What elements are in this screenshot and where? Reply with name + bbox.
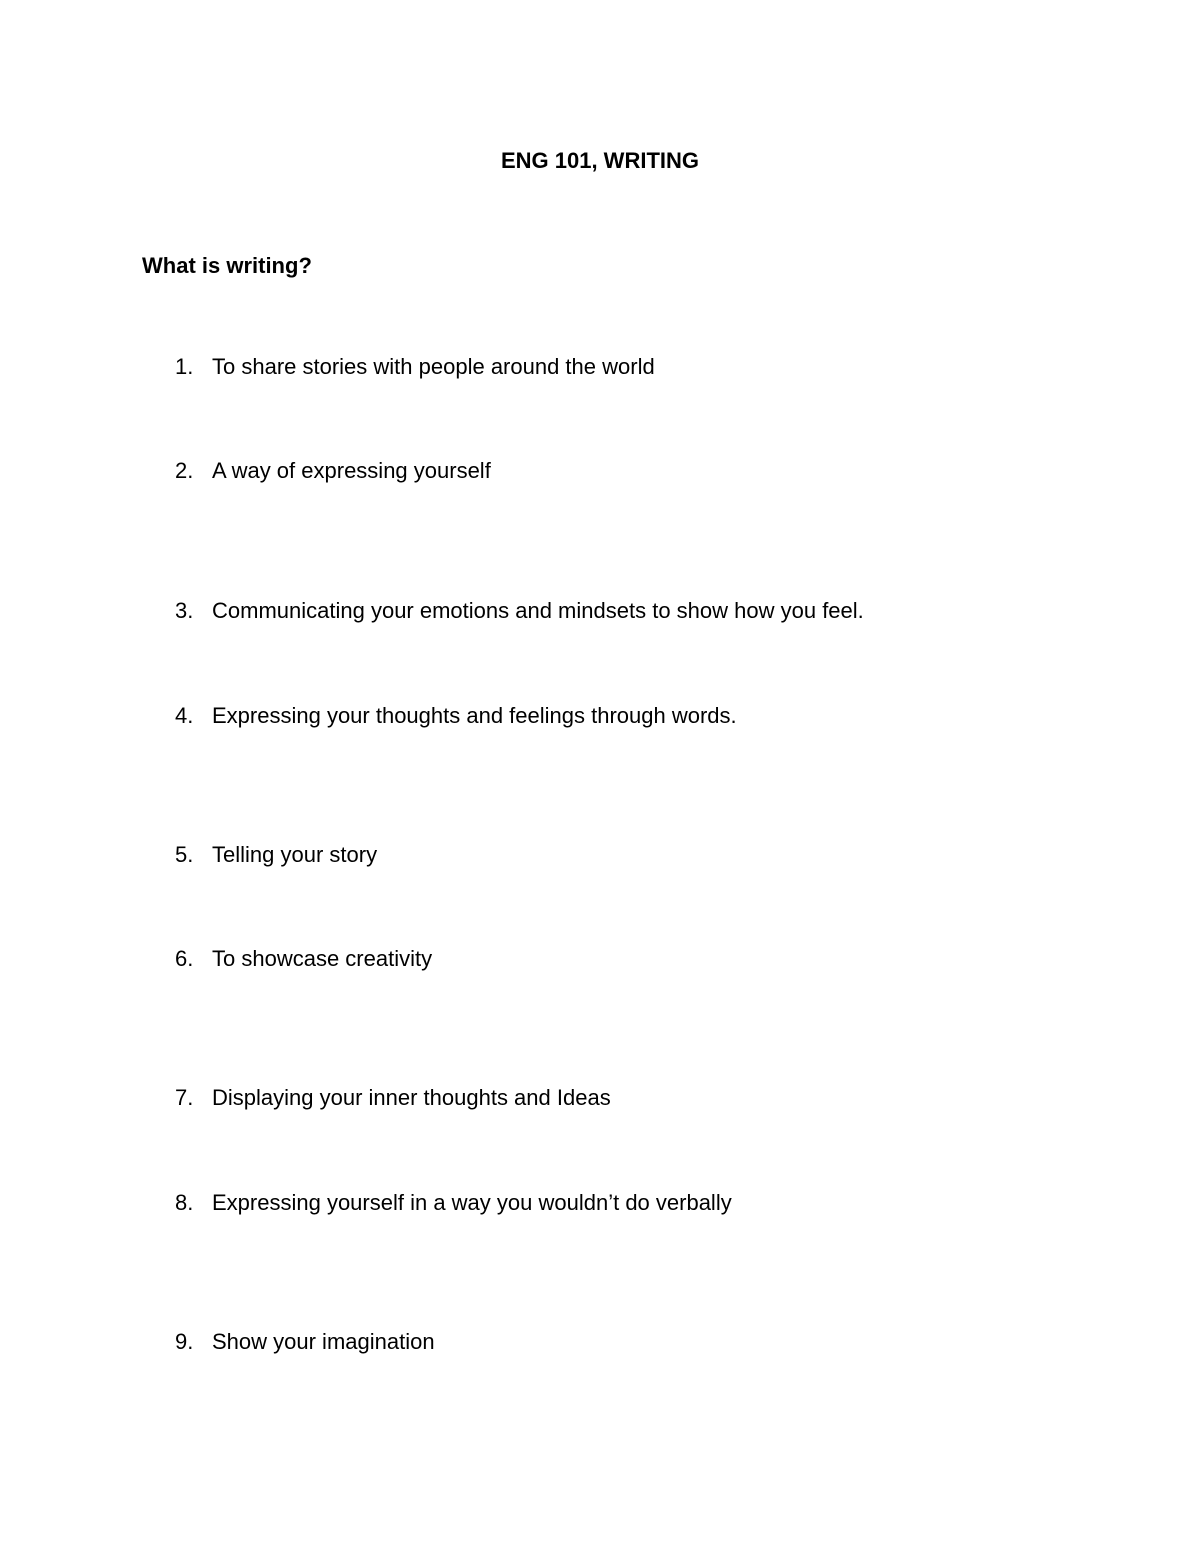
list-item (175, 701, 737, 731)
list-item (175, 1188, 732, 1218)
list-item-number: 7. (175, 1085, 194, 1110)
list-item-number: 9. (175, 1329, 194, 1354)
list-item-number: 2. (175, 458, 194, 483)
list-item-text: Telling your story (212, 842, 378, 867)
list-item (175, 596, 864, 626)
list-item (175, 944, 432, 974)
list-item-number: 5. (175, 842, 194, 867)
list-item-number: 1. (175, 354, 194, 379)
list-item-text: To showcase creativity (212, 946, 433, 971)
list-item-number: 4. (175, 703, 194, 728)
list-item-text: Displaying your inner thoughts and Ideas (212, 1085, 611, 1110)
list-item-text: A way of expressing yourself (212, 458, 491, 483)
list-item-text: Communicating your emotions and mindsets to show how you feel. (212, 598, 864, 623)
list-item (175, 1083, 611, 1113)
list-item-number: 6. (175, 946, 194, 971)
section-heading: What is writing? (142, 253, 312, 278)
list-item-text: To share stories with people around the world (212, 354, 655, 379)
list-item-number: 3. (175, 598, 194, 623)
list-item-number: 8. (175, 1190, 194, 1215)
document-title: ENG 101, WRITING (500, 148, 700, 173)
list-item (175, 1327, 435, 1357)
list-item (175, 352, 655, 382)
list-item (175, 456, 491, 486)
list-item-text: Expressing your thoughts and feelings through words. (212, 703, 737, 728)
list-item (175, 840, 377, 870)
list-item-text: Show your imagination (212, 1329, 435, 1354)
list-item-text: Expressing yourself in a way you wouldn’t do verbally (212, 1190, 732, 1215)
